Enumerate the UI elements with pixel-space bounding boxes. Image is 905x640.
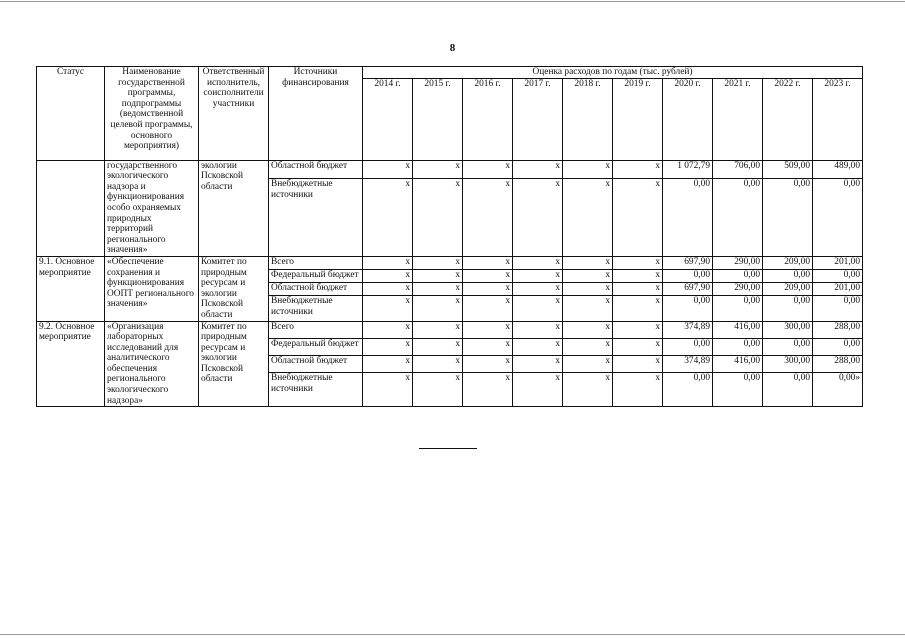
- value-cell: 288,00: [813, 356, 863, 373]
- value-cell: x: [513, 373, 563, 407]
- header-year: 2020 г.: [663, 78, 713, 160]
- value-cell: x: [363, 321, 413, 338]
- name-cell: «Обеспечение сохранения и функционирования ООПТ регионального значения»: [105, 256, 199, 321]
- value-cell: x: [413, 356, 463, 373]
- status-cell: [37, 160, 105, 256]
- value-cell: 209,00: [763, 256, 813, 269]
- value-cell: x: [563, 160, 613, 178]
- value-cell: 0,00: [813, 338, 863, 355]
- value-cell: x: [363, 338, 413, 355]
- name-cell: «Организация лабораторных исследований для аналитического обеспечения регионального экологического надзора»: [105, 321, 199, 407]
- source-cell: Областной бюджет: [269, 356, 363, 373]
- value-cell: x: [413, 338, 463, 355]
- value-cell: x: [563, 338, 613, 355]
- value-cell: 201,00: [813, 256, 863, 269]
- value-cell: x: [363, 356, 413, 373]
- source-cell: Федеральный бюджет: [269, 338, 363, 355]
- value-cell: 0,00: [713, 296, 763, 321]
- page-number: 8: [449, 42, 456, 54]
- value-cell: x: [613, 373, 663, 407]
- value-cell: 300,00: [763, 321, 813, 338]
- value-cell: x: [513, 321, 563, 338]
- value-cell: x: [563, 178, 613, 256]
- value-cell: 0,00: [763, 178, 813, 256]
- value-cell: 0,00: [763, 270, 813, 283]
- status-cell: 9.2. Основное мероприятие: [37, 321, 105, 407]
- value-cell: x: [413, 178, 463, 256]
- source-cell: Внебюджетные источники: [269, 373, 363, 407]
- value-cell: 290,00: [713, 283, 763, 296]
- value-cell: 0,00: [713, 270, 763, 283]
- value-cell: x: [613, 321, 663, 338]
- value-cell: 0,00: [663, 178, 713, 256]
- value-cell: x: [363, 160, 413, 178]
- value-cell: 0,00: [813, 296, 863, 321]
- table-row: [37, 256, 863, 269]
- value-cell: 288,00: [813, 321, 863, 338]
- value-cell: 0,00: [663, 373, 713, 407]
- value-cell: 0,00: [713, 338, 763, 355]
- header-year: 2021 г.: [713, 78, 763, 160]
- header-status: Статус: [37, 67, 105, 161]
- value-cell: 416,00: [713, 356, 763, 373]
- header-year: 2016 г.: [463, 78, 513, 160]
- value-cell: x: [413, 373, 463, 407]
- status-cell: 9.1. Основное мероприятие: [37, 256, 105, 321]
- header-year: 2015 г.: [413, 78, 463, 160]
- value-cell: 416,00: [713, 321, 763, 338]
- header-estimate: Оценка расходов по годам (тыс. рублей): [363, 67, 863, 79]
- value-cell: 201,00: [813, 283, 863, 296]
- source-cell: Областной бюджет: [269, 160, 363, 178]
- value-cell: x: [613, 160, 663, 178]
- value-cell: 0,00: [813, 270, 863, 283]
- value-cell: 697,90: [663, 256, 713, 269]
- source-cell: Внебюджетные источники: [269, 296, 363, 321]
- value-cell: x: [613, 283, 663, 296]
- value-cell: x: [363, 283, 413, 296]
- closing-divider: [419, 448, 477, 449]
- value-cell: x: [513, 270, 563, 283]
- source-cell: Всего: [269, 321, 363, 338]
- value-cell: 0,00: [713, 373, 763, 407]
- value-cell: x: [363, 256, 413, 269]
- value-cell: 374,89: [663, 356, 713, 373]
- value-cell: x: [563, 321, 613, 338]
- value-cell: x: [613, 338, 663, 355]
- value-cell: x: [463, 296, 513, 321]
- scan-edge-bottom: [0, 634, 905, 635]
- value-cell: x: [363, 178, 413, 256]
- value-cell: 374,89: [663, 321, 713, 338]
- header-year: 2018 г.: [563, 78, 613, 160]
- header-responsible: Ответственный исполнитель, соисполнители участники: [199, 67, 269, 161]
- header-year: 2014 г.: [363, 78, 413, 160]
- value-cell: x: [563, 270, 613, 283]
- value-cell: 0,00: [663, 296, 713, 321]
- name-cell: государственного экологического надзора и функционирования особо охраняемых природных территорий регионального значения»: [105, 160, 199, 256]
- value-cell: 489,00: [813, 160, 863, 178]
- source-cell: Всего: [269, 256, 363, 269]
- value-cell: x: [413, 270, 463, 283]
- value-cell: x: [513, 296, 563, 321]
- source-cell: Внебюджетные источники: [269, 178, 363, 256]
- responsible-cell: Комитет по природным ресурсам и экологии Псковской области: [199, 321, 269, 407]
- value-cell: x: [413, 283, 463, 296]
- value-cell: x: [413, 160, 463, 178]
- value-cell: x: [463, 321, 513, 338]
- value-cell: 209,00: [763, 283, 813, 296]
- header-year: 2022 г.: [763, 78, 813, 160]
- value-cell: x: [363, 270, 413, 283]
- value-cell: x: [563, 296, 613, 321]
- value-cell: x: [413, 256, 463, 269]
- table-row: [37, 321, 863, 338]
- value-cell: x: [513, 178, 563, 256]
- value-cell: x: [463, 283, 513, 296]
- value-cell: 0,00: [663, 338, 713, 355]
- value-cell: 300,00: [763, 356, 813, 373]
- scan-edge-top: [0, 1, 905, 2]
- value-cell: x: [363, 296, 413, 321]
- source-cell: Областной бюджет: [269, 283, 363, 296]
- value-cell: 697,90: [663, 283, 713, 296]
- value-cell: 0,00»: [813, 373, 863, 407]
- value-cell: x: [413, 321, 463, 338]
- value-cell: x: [613, 178, 663, 256]
- value-cell: x: [513, 160, 563, 178]
- value-cell: 0,00: [663, 270, 713, 283]
- value-cell: 0,00: [813, 178, 863, 256]
- value-cell: x: [463, 270, 513, 283]
- value-cell: x: [613, 270, 663, 283]
- value-cell: x: [563, 283, 613, 296]
- value-cell: x: [513, 338, 563, 355]
- source-cell: Федеральный бюджет: [269, 270, 363, 283]
- value-cell: 509,00: [763, 160, 813, 178]
- budget-table: [36, 66, 863, 407]
- responsible-cell: Комитет по природным ресурсам и экологии Псковской области: [199, 256, 269, 321]
- value-cell: 0,00: [763, 296, 813, 321]
- value-cell: x: [513, 356, 563, 373]
- value-cell: x: [463, 160, 513, 178]
- value-cell: x: [463, 178, 513, 256]
- header-name: Наименование государственной программы, подпрограммы (ведомственной целевой программы, основного мероприятия): [105, 67, 199, 161]
- header-year: 2019 г.: [613, 78, 663, 160]
- value-cell: 290,00: [713, 256, 763, 269]
- value-cell: x: [513, 256, 563, 269]
- value-cell: 0,00: [763, 338, 813, 355]
- value-cell: x: [563, 356, 613, 373]
- value-cell: x: [613, 296, 663, 321]
- header-sources: Источники финансирования: [269, 67, 363, 161]
- value-cell: x: [363, 373, 413, 407]
- value-cell: x: [463, 256, 513, 269]
- value-cell: 0,00: [763, 373, 813, 407]
- value-cell: x: [563, 256, 613, 269]
- header-year: 2017 г.: [513, 78, 563, 160]
- value-cell: x: [413, 296, 463, 321]
- value-cell: x: [613, 356, 663, 373]
- value-cell: x: [513, 283, 563, 296]
- table-row: [37, 160, 863, 178]
- value-cell: x: [463, 338, 513, 355]
- header-year: 2023 г.: [813, 78, 863, 160]
- value-cell: x: [613, 256, 663, 269]
- value-cell: x: [563, 373, 613, 407]
- value-cell: 0,00: [713, 178, 763, 256]
- value-cell: 706,00: [713, 160, 763, 178]
- responsible-cell: экологии Псковской области: [199, 160, 269, 256]
- value-cell: x: [463, 356, 513, 373]
- value-cell: 1 072,79: [663, 160, 713, 178]
- value-cell: x: [463, 373, 513, 407]
